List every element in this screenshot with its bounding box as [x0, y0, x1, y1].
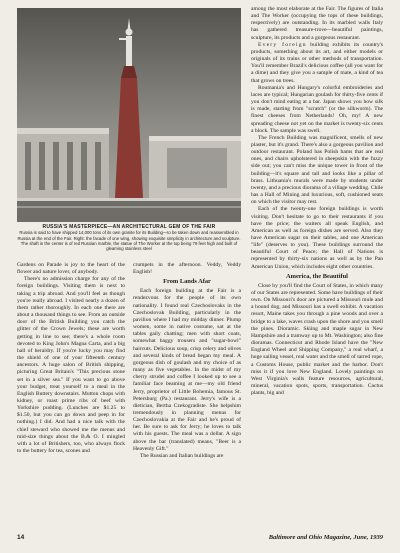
- photo-caption: [17, 225, 241, 251]
- left-paragraph-1: Gardens on Parade is joy to the heart of the flower and nature lover, of anybody.: [17, 262, 125, 276]
- issue-line: Baltimore and Ohio Magazine, June, 1939: [268, 534, 383, 541]
- spaced-lead: Every foreign: [258, 41, 307, 48]
- right-paragraph-5: Each of the twenty-one foreign buildings is worth visiting. Don't hesitate to go to their restaurants if you have the price; the waiters all speak English, and American as well as foreign dishes are served. Also they have American sugar on their tables, and one American "life" (deserves to you). These buildings surround the beautiful Court of Peace; the Hall of Nations is represented by thirty-six nations as well as by the Pan American Union, which includes eight other countries.: [251, 206, 383, 270]
- right-paragraph-3: Roumania's and Hungary's colorful embroideries and laces are typical; Hungarian goulash for thirty-five cents if you don't mind eating at a bar. Japan shows you how silk is made, starting from "scratch" (or the silkworm). The finest cheeses from Netherlands! Oh, my! A new spreading cheese not yet on the market is twenty-six cents a block. The sample was swell.: [251, 84, 383, 134]
- russian-building-photo: [17, 8, 241, 222]
- page-number: 14: [17, 534, 25, 541]
- caption-body: Russia is said to have shipped 14,000 tons of its own granite for its Building—to be taken down and reassembled in Russia at the end of the Fair. Right: the facade of one wing, showing exquisite simplicity in architecture and sculpture. The shaft in the center is of red Russian marble, the statue of The Worker at the top being 79 feet high and built of gleaming stainless steel: [17, 230, 241, 252]
- left-column: [17, 262, 125, 455]
- left-paragraph-2: There's no admission charge for any of the foreign buildings. Visiting them is next to taking a trip abroad. And you'll feel as though you're really abroad. I visited nearly a dozen of them rather thoroughly. In each one there are about a thousand things to see. From an outside door of the British Building you catch the glitter of the Crown Jewels; these are worth getting in line to see; there's a whole room devoted to King John's Magna Carta, and a big hall of heraldry. If you're lucky you may find the shield of one of your fifteenth century ancestors. A huge salon of British shipping, picturing Great Britain's "This precious stone set in a silver sea." If you want to go above your budget, treat yourself to a meal in the English Buttery downstairs. Mutton chops with kidney, or roast prime ribs of beef with Yorkshire pudding. (Lunches are $1.25 to $1.50, but you can go down and peep in for nothing.) I did. And had a nice talk with the chief steward who showed me the menus and mid-size things about the B.& O. I mingled with a lot of Britishers, too, who always flock to the buttery for tea, scones and: [17, 276, 125, 455]
- mid-intro: crumpets in the afternoon. Veddy, Veddy English!: [133, 262, 241, 276]
- russian-building-illustration: [17, 8, 241, 222]
- right-paragraph-1: among the most elaborate at the Fair. The figures of Italia and The Worker (occupying the tops of these buildings, respectively) are outstanding. In its marbled walls Italy has gathered treasure-trove—beautiful paintings, sculpture, its products and a gorgeous restaurant.: [251, 6, 383, 41]
- mid-paragraph-1: Each foreign building at the Fair is a rendezvous for the people of its own nationality. I found real Czechoslovaks in the Czechoslovak Building, particularly in the pavilion where I had my midday dinner. Plump women, some in native costume, sat at the tables gaily chatting; men with short coats, somewhat baggy trousers and "sugar-bowl" haircuts. Delicious soup, crisp celery and olives and several kinds of bread began my meal. A gorgeous dish of goulash and my choice of as many as five vegetables. In the midst of my cherry strudel and coffee I looked up to see a familiar face beaming at me—my old friend Jerry, proprietor of Little Bohemia, famous St. Petersburg (Pa.) restaurant. Jerry's wife is a dietician, Bertha Czekogradiste. She helpshim tremendously in planning menus for Czechoslovakia at the Fair and he's proud of her. Be sure to ask for Jerry; he loves to talk with his guests. The meal was a dollar. A sign above the bar (translated) means, "Beer is a Heavenly Gift.": [133, 288, 241, 452]
- right-paragraph-4: The French Building was magnificent, smells of new plaster, but it's grand. There's also a gorgeous pavilion and outdoor restaurant. Poland has Polish hams that are real ones, and chairs upholstered in sheepskin with the fuzzy side out; you can't miss the unique tower in front of the building—it's square and tall and looks like a pillar of brass. Lithuania's murals were made by students under twenty, and a precious diorama of a village wedding. Chile has a Hall of Mining and luxurious, soft, cushioned seats on which the visitor may rest.: [251, 134, 383, 206]
- caption-title: RUSSIA'S MASTERPIECE—AN ARCHITECTURAL GEM OF THE FAIR: [42, 224, 216, 230]
- mid-paragraph-2: The Russian and Italian buildings are: [140, 452, 224, 459]
- right-paragraph-2-rest: building exhibits its country's products, something about its art, and either models or originals of its trains or other methods of transportation. You'll remember Brazil's delicious coffee (all you want for a dime) and they give you a sample of mate, a kind of tea that grows on trees.: [251, 41, 383, 84]
- right-column: [251, 6, 383, 397]
- middle-column: [133, 262, 241, 460]
- right-paragraph-2: [251, 42, 383, 85]
- right-paragraph-6: Close by you'll find the Court of States, in which many of our States are represented. Some have buildings of their own. On Missouri's door are pictured a Missouri mule and a hound dog, and Missouri has a swell exhibit. A vacation resort, Maine takes you through a pine woods and over a bridge to a lake, waves crash upon the shore and you smell the pines. Dioramic. Skiing and maple sugar in New Hampshire and a tramway up to Mt. Washington; also fine dioramas. Connecticut and Rhode Island have the "New England Wheel and Shipping Company," a real wharf, a huge sailing vessel, real water and the smell of tarred rope, a Customs House, public market and the harbor. Don't miss it if you love New England. Lovely paintings on West Virginia's walls feature resources, agricultural, mineral, vacation spots, sports, transportation. Cactus plants, big and: [251, 282, 383, 397]
- section-heading-america: America, the Beautiful: [286, 272, 348, 280]
- section-heading-lands-afar: From Lands Afar: [163, 278, 211, 286]
